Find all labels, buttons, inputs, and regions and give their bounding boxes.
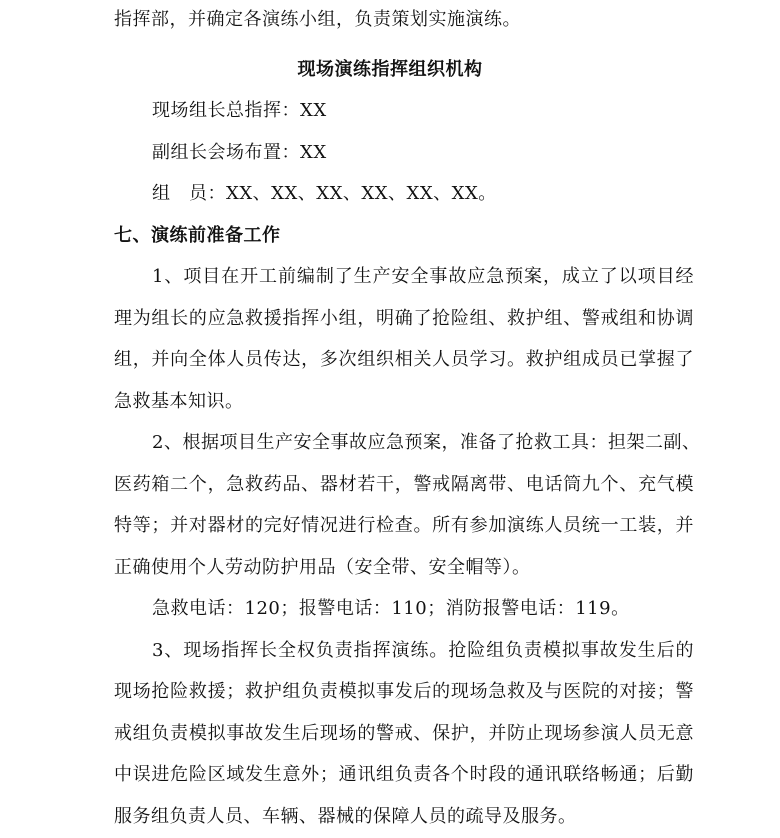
text-line: 现场组长总指挥：XX — [152, 100, 327, 121]
paragraph-line: 戒组负责模拟事故发生后现场的警戒、保护，并防止现场参演人员无意 — [114, 723, 694, 744]
text-line: 指挥部，并确定各演练小组，负责策划实施演练。 — [114, 9, 521, 30]
text-line: 组 员：XX、XX、XX、XX、XX、XX。 — [152, 183, 497, 204]
section-title: 现场演练指挥组织机构 — [297, 59, 483, 80]
paragraph-line: 2、根据项目生产安全事故应急预案，准备了抢救工具：担架二副、 — [152, 432, 701, 453]
text-line: 副组长会场布置：XX — [152, 142, 327, 163]
paragraph-line: 医药箱二个，急救药品、器材若干，警戒隔离带、电话筒九个、充气模 — [114, 474, 694, 495]
paragraph-line: 组，并向全体人员传达，多次组织相关人员学习。救护组成员已掌握了 — [114, 349, 694, 370]
paragraph-line: 急救基本知识。 — [114, 391, 244, 412]
paragraph-line: 中误进危险区域发生意外；通讯组负责各个时段的通讯联络畅通；后勤 — [114, 764, 694, 785]
paragraph-line: 理为组长的应急救援指挥小组，明确了抢险组、救护组、警戒组和协调 — [114, 308, 694, 329]
paragraph-line: 3、现场指挥长全权负责指挥演练。抢险组负责模拟事故发生后的 — [152, 640, 694, 661]
paragraph-line: 正确使用个人劳动防护用品（安全带、安全帽等）。 — [114, 557, 531, 578]
paragraph-line: 1、项目在开工前编制了生产安全事故应急预案，成立了以项目经 — [152, 266, 694, 287]
section-heading: 七、演练前准备工作 — [114, 225, 281, 246]
paragraph-line: 特等；并对器材的完好情况进行检查。所有参加演练人员统一工装，并 — [114, 515, 694, 536]
emergency-phones: 急救电话：120；报警电话：110；消防报警电话：119。 — [152, 598, 630, 619]
paragraph-line: 服务组负责人员、车辆、器械的保障人员的疏导及服务。 — [114, 806, 577, 827]
paragraph-line: 现场抢险救援；救护组负责模拟事发后的现场急救及与医院的对接；警 — [114, 681, 694, 702]
